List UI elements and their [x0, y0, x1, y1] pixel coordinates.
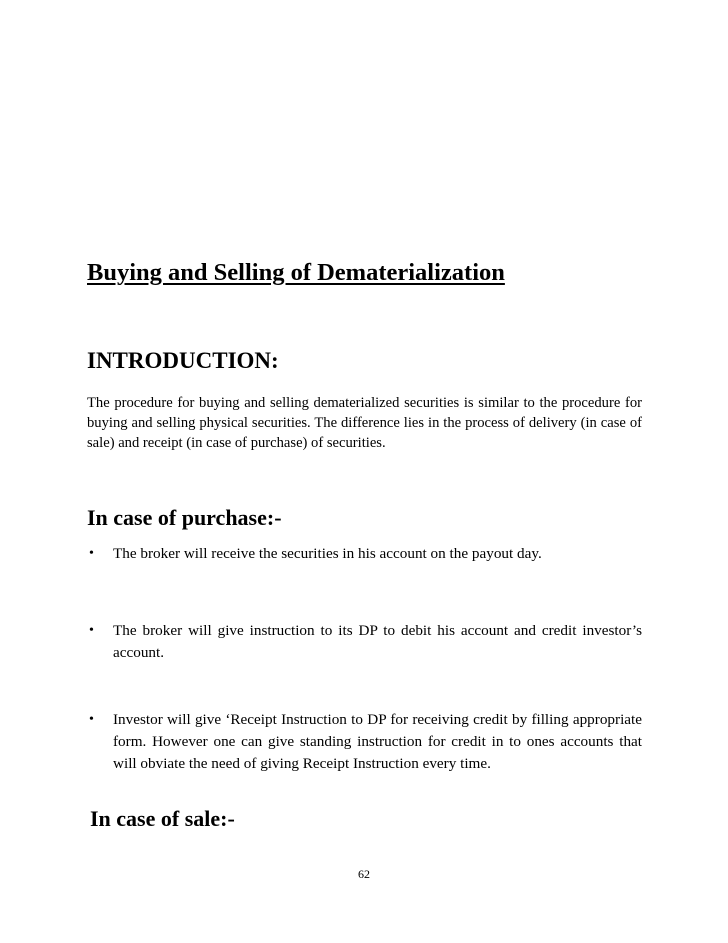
purchase-bullet-item	[87, 620, 642, 664]
introduction-paragraph: The procedure for buying and selling dematerialized securities is similar to the procedure for buying and selling physical securities. The difference lies in the process of delivery (in case of sale) and receipt (in case of purchase) of securities.	[87, 395, 642, 451]
purchase-section-heading: In case of purchase:-	[87, 505, 282, 530]
purchase-bullet-item	[87, 709, 642, 775]
bullet-text: The broker will receive the securities in his account on the payout day.	[113, 545, 542, 562]
page-number: 62	[358, 867, 370, 881]
introduction-heading: INTRODUCTION:	[87, 348, 279, 373]
bullet-icon: •	[89, 546, 94, 561]
bullet-text: The broker will give instruction to its DP to debit his account and credit investor’s account.	[113, 622, 642, 661]
sale-section-heading: In case of sale:-	[90, 806, 235, 831]
bullet-icon: •	[89, 712, 94, 727]
purchase-bullet-item	[87, 543, 642, 565]
bullet-icon: •	[89, 623, 94, 638]
bullet-text: Investor will give ‘Receipt Instruction to DP for receiving credit by filling appropriate form. However one can give standing instruction for credit in to ones accounts that will obviate the need of giving Receipt Instruction every time.	[113, 711, 642, 772]
document-title: Buying and Selling of Dematerialization	[87, 259, 505, 286]
